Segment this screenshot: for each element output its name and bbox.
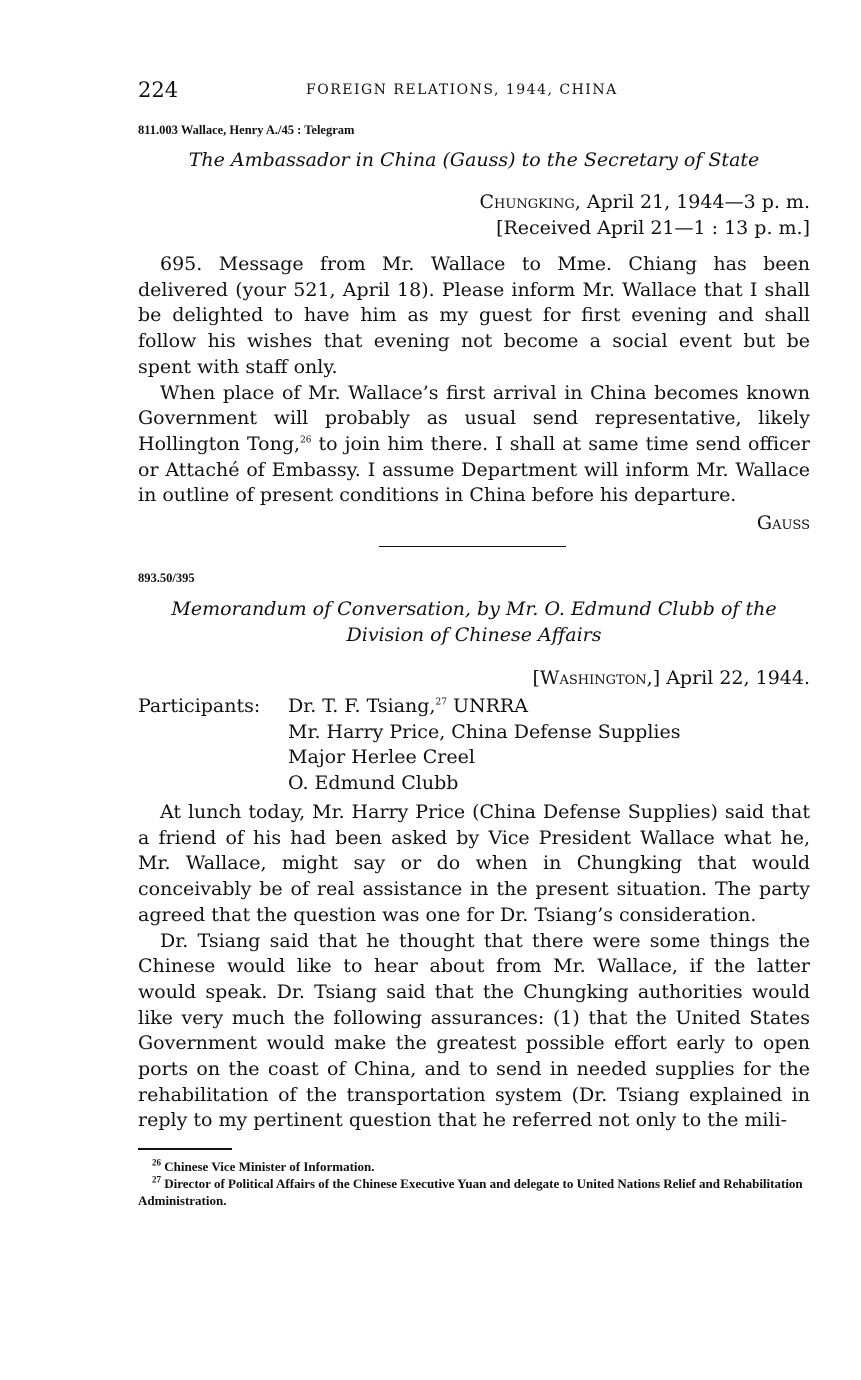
running-head: FOREIGN RELATIONS, 1944, CHINA: [306, 82, 618, 98]
paragraph-text: to join him there. I shall at same time send officer or Attaché of Embassy. I assume Department will inform Mr. Wallace in outline of present conditions in China before his departure.: [138, 432, 810, 507]
participants-label: Participants:: [138, 695, 261, 717]
footnote-marker-27: 27: [435, 697, 447, 708]
footnote-text: Director of Political Affairs of the Chinese Executive Yuan and delegate to United Nations Relief and Rehabilitation Administration.: [138, 1176, 803, 1208]
telegram-body: [138, 252, 810, 509]
participants-list: [288, 694, 680, 796]
footnote-27: [138, 1175, 810, 1209]
participant-name: Dr. T. F. Tsiang,: [288, 695, 436, 717]
footnote-rule: [138, 1148, 232, 1150]
participant: [288, 745, 680, 771]
telegram-paragraph-1: 695. Message from Mr. Wallace to Mme. Chiang has been delivered (your 521, April 18). Please inform Mr. Wallace that I shall be delighted to have him as my guest for first evening and shall follow his wishes that evening not become a social event but be spent with staff only.: [138, 253, 810, 378]
footnote-26: [138, 1158, 810, 1175]
participant-org: UNRRA: [446, 695, 528, 717]
section-divider: [379, 546, 566, 547]
page-number: 224: [138, 78, 179, 102]
participant-name: Mr. Harry Price, China Defense Supplies: [288, 720, 681, 743]
footnotes: [138, 1158, 810, 1209]
footnote-number: 26: [152, 1157, 161, 1168]
memo-paragraph-2: Dr. Tsiang said that he thought that there were some things the Chinese would like to hear about from Mr. Wallace, if the latter would speak. Dr. Tsiang said that the Chungking authorities would like very much the following assurances: (1) that the United States Government would make the greatest possible effort early to open ports on the coast of China, and to send in needed supplies for the rehabilitation of the transportation system (Dr. Tsiang explained in reply to my pertinent question that he referred not only to the mili-: [138, 929, 810, 1132]
title-line-1: Memorandum of Conversation, by Mr. O. Edmund Clubb of the: [171, 598, 777, 620]
participant-name: O. Edmund Clubb: [288, 771, 459, 794]
dateline-1: [138, 189, 810, 215]
document-title-1: The Ambassador in China (Gauss) to the Secretary of State: [188, 149, 760, 171]
footnote-number: 27: [152, 1174, 161, 1185]
footnote-text: Chinese Vice Minister of Information.: [164, 1159, 375, 1174]
footnote-marker-26: 26: [300, 435, 312, 446]
signature: Gauss: [756, 512, 810, 534]
dateline-place: Chungking,: [479, 191, 581, 213]
dateline-place: [Washington,]: [532, 667, 661, 689]
page-header: [138, 78, 810, 108]
title-line-2: Division of Chinese Affairs: [346, 624, 602, 646]
document-title-2: [138, 596, 810, 648]
memo-paragraph-1: At lunch today, Mr. Harry Price (China Defense Supplies) said that a friend of his had been asked by Vice President Wallace what he, Mr. Wallace, might say or do when in Chungking that would conceivably be of real assistance in the present situation. The party agreed that the question was one for Dr. Tsiang’s consideration.: [138, 801, 810, 926]
participant: [288, 694, 680, 720]
dateline-2: [138, 665, 810, 691]
memorandum-body: [138, 800, 810, 1134]
paragraph-text: When place of Mr. Wallace’s first arrival in China becomes known Government will probably as usual send representative, likely Hollington Tong,: [138, 381, 810, 455]
participant: [288, 771, 680, 797]
participant: [288, 720, 680, 746]
file-reference-1: 811.003 Wallace, Henry A./45 : Telegram: [138, 123, 355, 137]
participant-name: Major Herlee Creel: [288, 746, 475, 768]
dateline-date: April 22, 1944.: [666, 667, 810, 689]
telegram-paragraph-2: [138, 381, 810, 510]
file-reference-2: 893.50/395: [138, 571, 195, 585]
dateline-date: April 21, 1944—3 p. m.: [586, 191, 810, 213]
received-line: [Received April 21—1 : 13 p. m.]: [496, 217, 810, 239]
